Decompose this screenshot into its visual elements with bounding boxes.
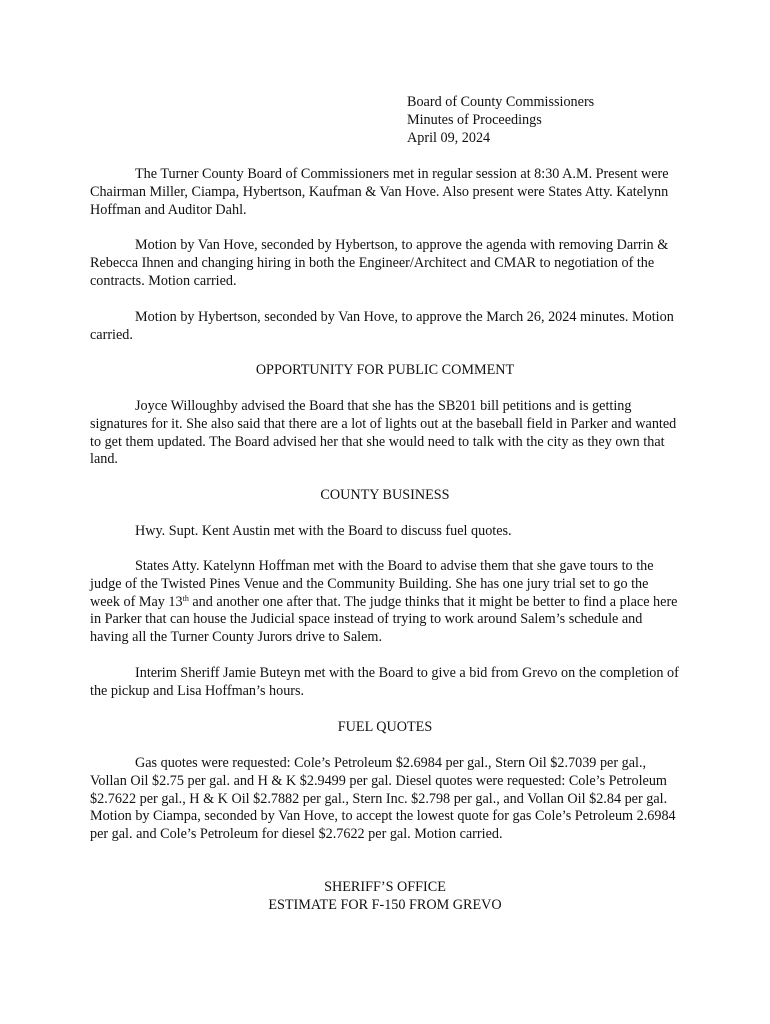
header-date: April 09, 2024 (407, 129, 491, 146)
ordinal-superscript: th (182, 593, 189, 603)
paragraph-fuel-quotes: Gas quotes were requested: Cole’s Petroleum $2.6984 per gal., Stern Oil $2.7039 per gal., Vollan Oil $2.75 per gal. and H & K $2.9499 per gal. Diesel quotes were requested: Cole’s Petroleum $2.7622 per gal., H & K Oil $2.7882 per gal., Stern Inc. $2.798 per gal., and Vollan Oil $2.84 per gal. Motion by Ciampa, seconded by Van Hove, to accept the lowest quote for gas Cole’s Petroleum 2.6984 per gal. and Cole’s Petroleum for diesel $2.7622 per gal. Motion carried. (90, 755, 676, 843)
heading-fuel-quotes: FUEL QUOTES (337, 719, 433, 735)
header-doc-title: Minutes of Proceedings (407, 111, 542, 128)
paragraph-interim-sheriff: Interim Sheriff Jamie Buteyn met with the Board to give a bid from Grevo on the completion of the pickup and Lisa Hoffman’s hours. (90, 665, 679, 699)
paragraph-session-opening: The Turner County Board of Commissioners met in regular session at 8:30 A.M. Present were Chairman Miller, Ciampa, Hybertson, Kaufman & Van Hove. Also present were States Atty. Katelynn Hoffman and Auditor Dahl. (90, 166, 669, 218)
header-board-name: Board of County Commissioners (407, 94, 595, 110)
document-header (407, 94, 707, 147)
heading-county-business: COUNTY BUSINESS (320, 487, 450, 503)
paragraph-agenda-motion: Motion by Van Hove, seconded by Hybertson, to approve the agenda with removing Darrin & Rebecca Ihnen and changing hiring in both the Engineer/Architect and CMAR to negotiation of the contracts. Motion carried. (90, 237, 669, 289)
paragraph-states-atty-text-b: and another one after that. The judge thinks that it might be better to find a place here in Parker that can house the Judicial space instead of trying to work around Salem’s schedule and having all the Turner County Jurors drive to Salem. (90, 593, 678, 646)
heading-public-comment: OPPORTUNITY FOR PUBLIC COMMENT (255, 362, 515, 378)
heading-sheriff-office: SHERIFF’S OFFICE (324, 879, 446, 895)
heading-f150-estimate: ESTIMATE FOR F-150 FROM GREVO (268, 897, 502, 913)
paragraph-states-atty (90, 558, 680, 647)
paragraph-public-comment: Joyce Willoughby advised the Board that she has the SB201 bill petitions and is getting signatures for it. She also said that there are a lot of lights out at the baseball field in Parker and wanted to get them updated. The Board advised her that she would need to talk with the city as they own that land. (90, 398, 677, 468)
paragraph-states-atty-text-a: States Atty. Katelynn Hoffman met with the Board to advise them that she gave tours to the judge of the Twisted Pines Venue and the Community Building. She has one jury trial set to go the week of May 13 (90, 558, 654, 610)
paragraph-minutes-motion: Motion by Hybertson, seconded by Van Hove, to approve the March 26, 2024 minutes. Motion carried. (90, 309, 674, 343)
paragraph-hwy-supt: Hwy. Supt. Kent Austin met with the Board to discuss fuel quotes. (135, 523, 512, 539)
